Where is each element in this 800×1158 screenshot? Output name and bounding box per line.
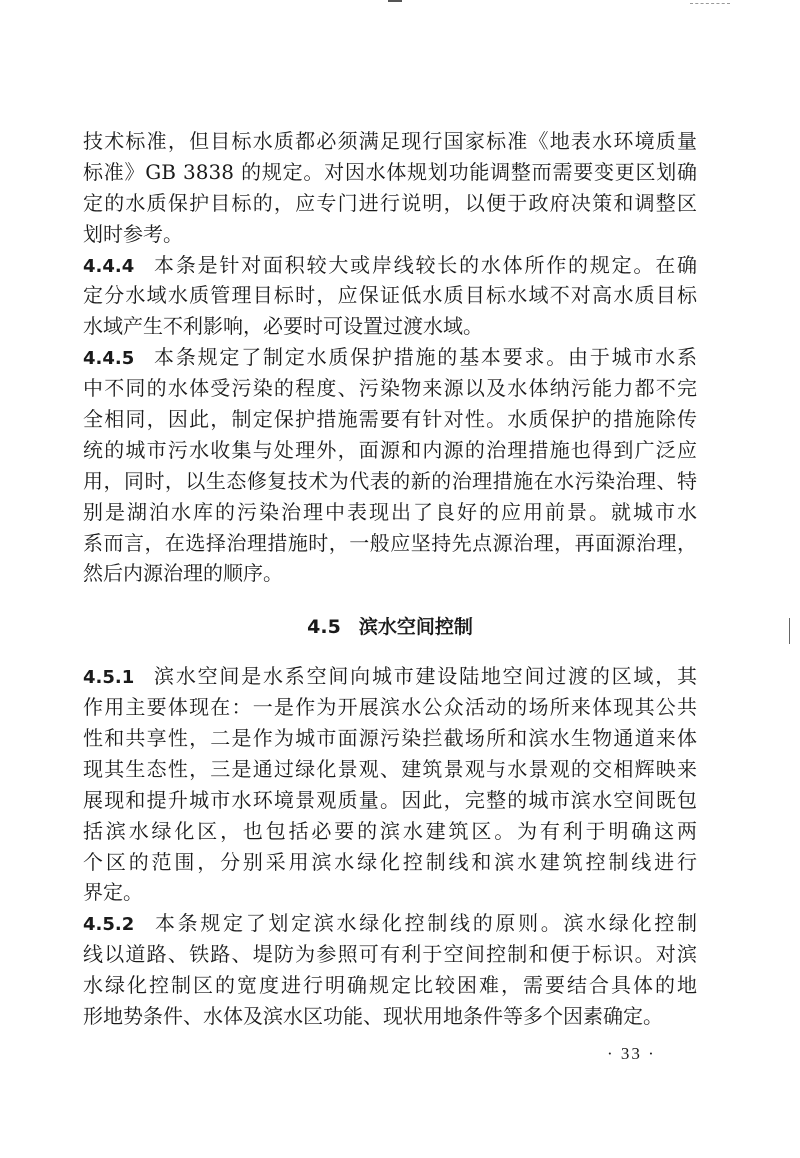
section-title: 滨水空间控制 bbox=[358, 616, 473, 639]
scan-artifact bbox=[789, 618, 790, 644]
line-text: 本条是针对面积较大或岸线较长的水体所作的规定。在确 bbox=[152, 252, 697, 277]
clause-number: 4.5.2 bbox=[83, 914, 135, 936]
text-line bbox=[83, 847, 697, 878]
clause-number: 4.4.5 bbox=[83, 348, 135, 370]
line-text: 个区的范围，分别采用滨水绿化控制线和滨水建筑控制线进行 bbox=[83, 849, 697, 874]
line-text: 全相同，因此，制定保护措施需要有针对性。水质保护的措施除传 bbox=[83, 407, 697, 432]
scan-artifact bbox=[388, 0, 402, 2]
paragraph bbox=[83, 126, 697, 250]
text-line bbox=[83, 661, 697, 692]
clause-4-4-5 bbox=[83, 342, 697, 589]
line-text: 标准》GB 3838 的规定。对因水体规划功能调整而需要变更区划确 bbox=[83, 159, 697, 184]
text-line bbox=[83, 311, 697, 342]
clause-number: 4.5.1 bbox=[83, 667, 135, 689]
line-text: 中不同的水体受污染的程度、污染物来源以及水体纳污能力都不完 bbox=[83, 376, 697, 401]
line-text: 括滨水绿化区，也包括必要的滨水建筑区。为有利于明确这两 bbox=[83, 818, 697, 843]
text-line bbox=[83, 435, 697, 466]
text-line bbox=[83, 280, 697, 311]
text-line bbox=[83, 157, 697, 188]
text-line bbox=[83, 816, 697, 847]
text-line bbox=[83, 754, 697, 785]
line-text: 现其生态性，三是通过绿化景观、建筑景观与水景观的交相辉映来 bbox=[83, 756, 697, 781]
text-line bbox=[83, 528, 697, 559]
line-text: 线以道路、铁路、堤防为参照可有利于空间控制和便于标识。对滨 bbox=[83, 942, 697, 967]
line-text: 水域产生不利影响，必要时可设置过渡水域。 bbox=[83, 314, 483, 339]
section-number: 4.5 bbox=[307, 616, 341, 639]
clause-4-4-4 bbox=[83, 250, 697, 343]
section-heading bbox=[83, 612, 697, 643]
line-text: 滨水空间是水系空间向城市建设陆地空间过渡的区域，其 bbox=[152, 664, 697, 689]
line-text: 系而言，在选择治理措施时，一般应坚持先点源治理，再面源治理， bbox=[83, 530, 697, 555]
text-line bbox=[83, 188, 697, 219]
line-text: 统的城市污水收集与处理外，面源和内源的治理措施也得到广泛应 bbox=[83, 437, 697, 462]
line-text: 定分水域水质管理目标时，应保证低水质目标水域不对高水质目标 bbox=[83, 283, 697, 308]
line-text: 性和共享性，二是作为城市面源污染拦截场所和滨水生物通道来体 bbox=[83, 726, 697, 751]
page-number: · 33 · bbox=[607, 1044, 656, 1063]
text-line bbox=[83, 877, 697, 908]
text-line bbox=[83, 785, 697, 816]
line-text: 技术标准，但目标水质都必须满足现行国家标准《地表水环境质量 bbox=[83, 129, 697, 153]
line-text: 划时参考。 bbox=[83, 221, 183, 246]
line-text: 作用主要体现在：一是作为开展滨水公众活动的场所来体现其公共 bbox=[83, 695, 697, 720]
clause-number: 4.4.4 bbox=[83, 255, 135, 277]
scan-artifact bbox=[690, 3, 730, 5]
line-text: 别是湖泊水库的污染治理中表现出了良好的应用前景。就城市水 bbox=[83, 499, 697, 524]
text-line bbox=[83, 126, 697, 157]
line-text: 用，同时，以生态修复技术为代表的新的治理措施在水污染治理、特 bbox=[83, 468, 697, 493]
text-line bbox=[83, 219, 697, 250]
page-body bbox=[83, 126, 697, 1032]
text-line bbox=[83, 497, 697, 528]
text-line bbox=[83, 404, 697, 435]
text-line bbox=[83, 558, 697, 589]
line-text: 形地势条件、水体及滨水区功能、现状用地条件等多个因素确定。 bbox=[83, 1004, 663, 1029]
line-text: 水绿化控制区的宽度进行明确规定比较困难，需要结合具体的地 bbox=[83, 973, 697, 998]
text-line bbox=[83, 692, 697, 723]
text-line bbox=[83, 466, 697, 497]
clauses-4-4 bbox=[83, 126, 697, 589]
text-line bbox=[83, 342, 697, 373]
clauses-4-5 bbox=[83, 661, 697, 1032]
text-line bbox=[83, 250, 697, 281]
clause-4-5-2 bbox=[83, 908, 697, 1032]
clause-4-5-1 bbox=[83, 661, 697, 908]
line-text: 本条规定了制定水质保护措施的基本要求。由于城市水系 bbox=[152, 345, 697, 370]
line-text: 本条规定了划定滨水绿化控制线的原则。滨水绿化控制 bbox=[152, 911, 697, 936]
text-line bbox=[83, 1001, 697, 1032]
text-line bbox=[83, 970, 697, 1001]
line-text: 界定。 bbox=[83, 880, 143, 905]
text-line bbox=[83, 939, 697, 970]
text-line bbox=[83, 908, 697, 939]
line-text: 展现和提升城市水环境景观质量。因此，完整的城市滨水空间既包 bbox=[83, 787, 697, 812]
line-text: 然后内源治理的顺序。 bbox=[83, 561, 283, 586]
line-text: 定的水质保护目标的，应专门进行说明，以便于政府决策和调整区 bbox=[83, 190, 697, 215]
text-line bbox=[83, 723, 697, 754]
text-line bbox=[83, 373, 697, 404]
